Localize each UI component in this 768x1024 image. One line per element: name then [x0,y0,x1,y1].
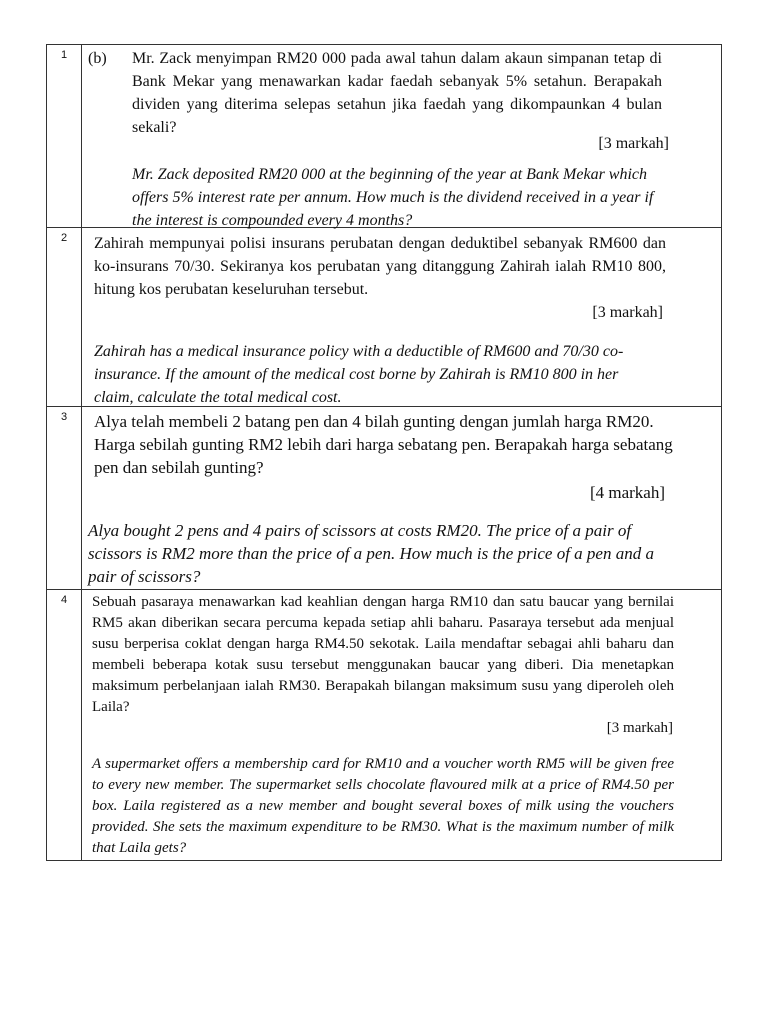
question-number: 1 [47,45,82,228]
marks-label: [3 markah] [592,304,663,321]
question-body [82,590,722,861]
question-body [82,228,722,407]
question-table [46,44,722,861]
marks-label: [3 markah] [598,135,669,152]
marks-label: [3 markah] [606,720,673,736]
question-row-1 [47,45,722,228]
question-row-3 [47,407,722,590]
question-row-4 [47,590,722,861]
question-text-malay: Zahirah mempunyai polisi insurans perubatan dengan deduktibel sebanyak RM600 dan ko-insurans 70/30. Sekiranya kos perubatan yang ditanggung Zahirah ialah RM10 800, hitung kos perubatan keseluruhan tersebut. [94,235,666,298]
question-text-english: Alya bought 2 pens and 4 pairs of scissors at costs RM20. The price of a pair of scissors is RM2 more than the price of a pen. How much is the price of a pen and a pair of scissors? [88,521,654,586]
question-text-malay: Sebuah pasaraya menawarkan kad keahlian dengan harga RM10 dan satu baucar yang bernilai RM5 akan diberikan secara percuma kepada setiap ahli baharu. Pasaraya tersebut ada menjual susu berperisa coklat dengan harga RM4.50 sekotak. Laila mendaftar sebagai ahli baharu dan membeli beberapa kotak susu tersebut menggunakan baucar yang diberi. Dia menetapkan maksimum perbelanjaan ialah RM30. Berapakah bilangan maksimum susu yang diperoleh oleh Laila? [92,594,674,715]
question-number: 4 [47,590,82,861]
question-row-2 [47,228,722,407]
question-text-english: A supermarket offers a membership card for RM10 and a voucher worth RM5 will be given free to every new member. The supermarket sells chocolate flavoured milk at a price of RM4.50 per box. Laila registered as a new member and bought several boxes of milk using the vouchers provided. She sets the maximum expenditure to be RM30. What is the maximum number of milk that Laila gets? [92,756,674,856]
question-number: 3 [47,407,82,590]
question-text-malay: Mr. Zack menyimpan RM20 000 pada awal tahun dalam akaun simpanan tetap di Bank Mekar yang menawarkan kadar faedah sebanyak 5% setahun. Berapakah dividen yang diterima selepas setahun jika faedah yang dikompaunkan 4 bulan sekali? [132,50,662,136]
question-number: 2 [47,228,82,407]
question-text-english: Mr. Zack deposited RM20 000 at the beginning of the year at Bank Mekar which offers 5% interest rate per annum. How much is the dividend received in a year if the interest is compounded every 4 months? [132,166,654,229]
question-text-malay: Alya telah membeli 2 batang pen dan 4 bilah gunting dengan jumlah harga RM20. Harga sebilah gunting RM2 lebih dari harga sebatang pen. Berapakah harga sebatang pen dan sebilah gunting? [94,412,673,477]
sub-question-label: (b) [88,50,107,67]
question-body [82,45,722,228]
question-body [82,407,722,590]
question-text-english: Zahirah has a medical insurance policy with a deductible of RM600 and 70/30 co-insurance. If the amount of the medical cost borne by Zahirah is RM10 800 in her claim, calculate the total medical cost. [94,343,624,406]
marks-label: [4 markah] [589,483,665,502]
